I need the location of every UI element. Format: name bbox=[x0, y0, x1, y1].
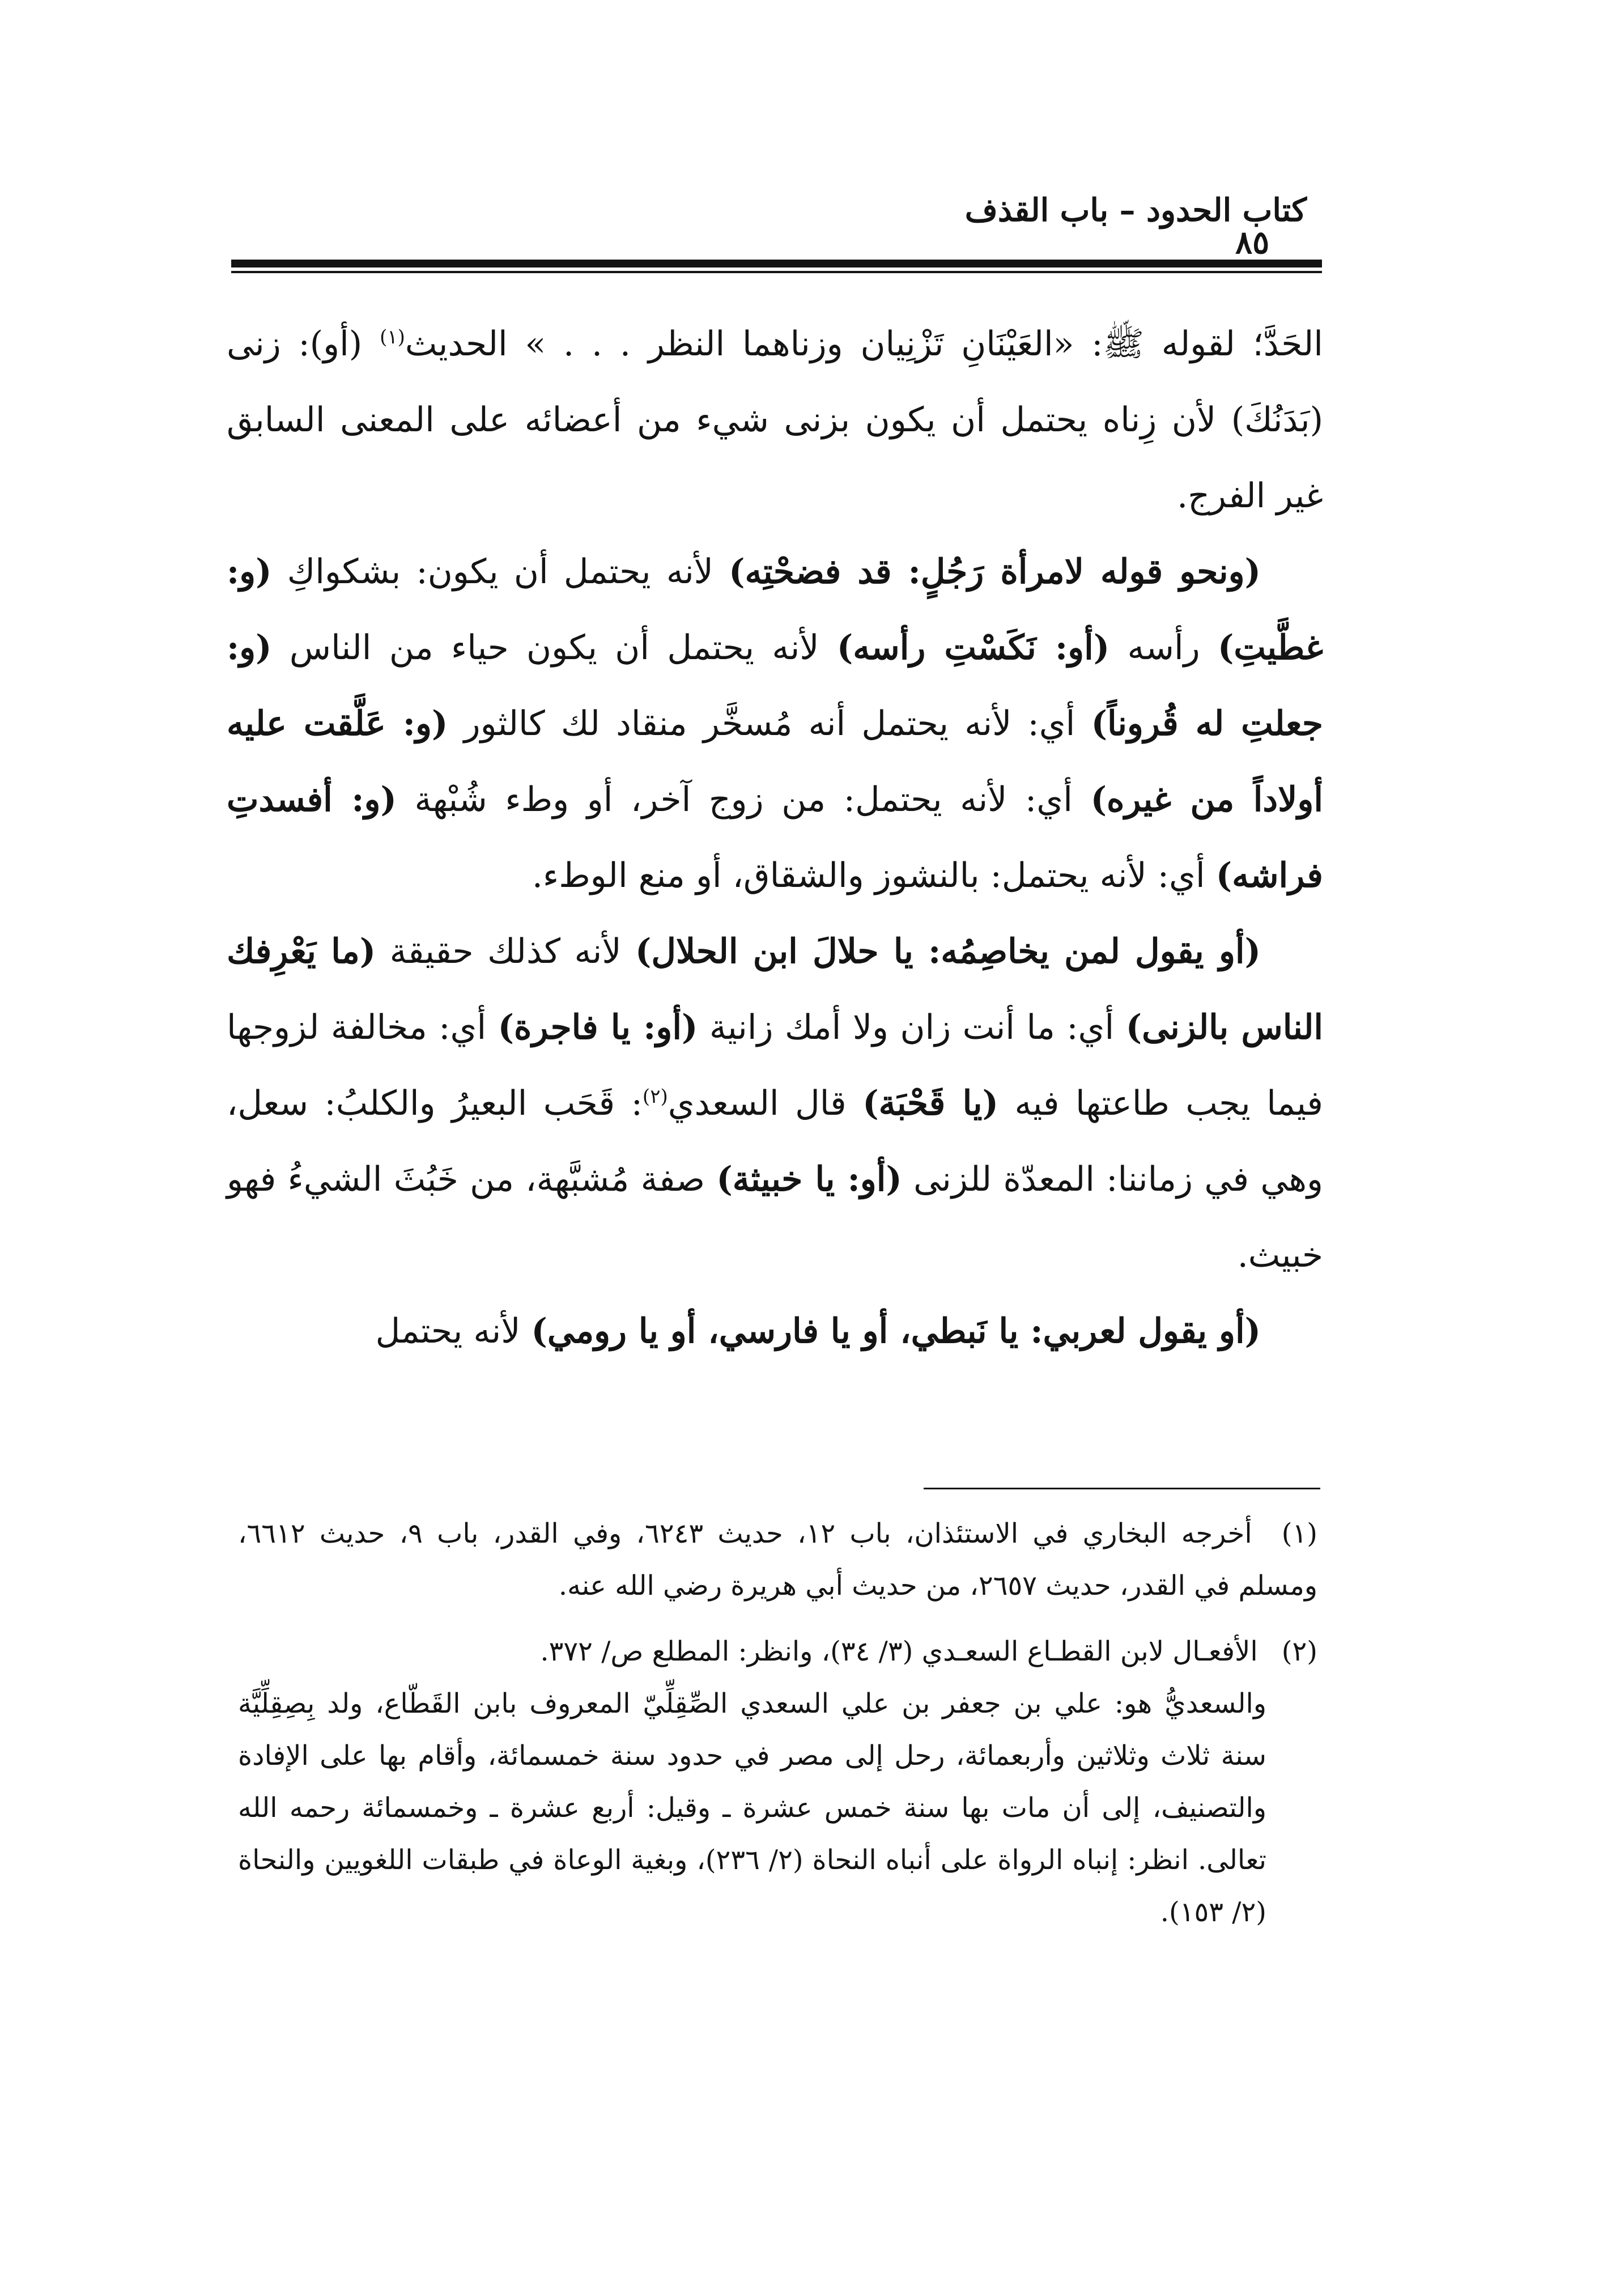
matn-run: (و: أفسدتِ فراشه) bbox=[227, 780, 1323, 895]
footnote-number: (١) bbox=[1281, 1518, 1317, 1549]
footnote-ref-2: (٢) bbox=[642, 1085, 668, 1108]
paragraph bbox=[227, 1293, 1323, 1369]
paragraph bbox=[227, 534, 1323, 914]
text-run: لأنه يحتمل أن يكون: بشكواكِ bbox=[271, 552, 729, 592]
text-run: أي: لأنه يحتمل أنه مُسخَّر منقاد لك كالثور bbox=[448, 704, 1091, 744]
footnotes bbox=[238, 1508, 1317, 1952]
matn-run: (أو: يا خبيثة) bbox=[716, 1160, 902, 1199]
footnote-continuation: والسعديُّ هو: علي بن جعفر بن علي السعدي الصِّقِلِّيّ المعروف بابن القَطّاع، ولد بِصِقِلِّيَّة سنة ثلاث وثلاثين وأربعمائة، رحل إلى مصر في حدود سنة خمسمائة، وأقام بها على الإفادة والتصنيف، إلى أن مات بها سنة خمس عشرة ـ وقيل: أربع عشرة ـ وخمسمائة رحمه الله تعالى. انظر: إنباه الرواة على أنباه النحاة (٢/ ٢٣٦)، وبغية الوعاة في طبقات اللغويين والنحاة (٢/ ١٥٣). bbox=[238, 1688, 1267, 1928]
matn-run: (أو: يا فاجرة) bbox=[498, 1008, 698, 1047]
footnote-number: (٢) bbox=[1281, 1636, 1317, 1667]
matn-run: (و: جعلتِ له قُروناً) bbox=[227, 628, 1323, 744]
text-run: أي: مخالفة لزوجها فيما يجب طاعتها فيه bbox=[227, 1008, 1323, 1123]
text-run: لأنه كذلك حقيقة bbox=[376, 932, 636, 971]
matn-run: (أو يقول لمن يخاصِمُه: يا حلالَ ابن الحلال) bbox=[635, 932, 1261, 971]
text-run: أي: لأنه يحتمل: من زوج آخر، أو وطء شُبْهة bbox=[396, 780, 1091, 819]
text-run: الحَدَّ؛ لقوله ﷺ: «العَيْنَانِ تَزْنِيان وزناهما النظر . . . » الحديث bbox=[405, 324, 1323, 364]
footnote-1 bbox=[238, 1508, 1317, 1612]
text-run: قال السعدي bbox=[668, 1084, 863, 1123]
matn-run: (يا قَحْبَة) bbox=[862, 1084, 998, 1123]
matn-run: (ونحو قوله لامرأة رَجُلٍ: قد فضحْتِه) bbox=[729, 552, 1261, 592]
main-text bbox=[227, 306, 1323, 1369]
text-run: : قَحَب البعيرُ والكلبُ: سعل، وهي في زماننا: المعدّة للزنى bbox=[227, 1084, 1323, 1199]
text-run: أي: ما أنت زان ولا أمك زانية bbox=[698, 1008, 1126, 1047]
text-run: (أو): زنى (بَدَنُكَ) لأن زِناه يحتمل أن يكون بزنى شيء من أعضائه على المعنى السابق غير الفرج. bbox=[227, 324, 1323, 516]
matn-run: (أو: نَكَسْتِ رأسه) bbox=[836, 628, 1110, 668]
footnote-text: الأفعـال لابن القطـاع السعـدي (٣/ ٣٤)، وانظر: المطلع ص/ ٣٧٢. bbox=[540, 1636, 1258, 1667]
header-rule bbox=[231, 260, 1322, 273]
text-run: لأنه يحتمل أن يكون حياء من الناس bbox=[271, 628, 837, 668]
paragraph bbox=[227, 914, 1323, 1293]
footnote-text: أخرجه البخاري في الاستئذان، باب ١٢، حديث ٦٢٤٣، وفي القدر، باب ٩، حديث ٦٦١٢، ومسلم في القدر، حديث ٢٦٥٧، من حديث أبي هريرة رضي الله عنه. bbox=[238, 1518, 1317, 1602]
running-title: كتاب الحدود – باب القذف bbox=[964, 192, 1307, 229]
footnote-2 bbox=[238, 1625, 1317, 1938]
text-run: صفة مُشبَّهة، من خَبُثَ الشيءُ فهو خبيث. bbox=[227, 1160, 1323, 1275]
matn-run: (و: عَلَّقت عليه أولاداً من غيره) bbox=[227, 704, 1323, 819]
matn-run: (و: غطَّيتِ) bbox=[227, 552, 1323, 668]
text-run: لأنه يحتمل bbox=[375, 1311, 532, 1351]
text-run: أي: لأنه يحتمل: بالنشوز والشقاق، أو منع الوطء. bbox=[532, 856, 1216, 895]
page-number: ٨٥ bbox=[1235, 224, 1270, 261]
matn-run: (ما يَعْرِفك الناس بالزنى) bbox=[227, 932, 1324, 1047]
footnote-separator bbox=[924, 1488, 1320, 1489]
text-run: رأسه bbox=[1109, 628, 1218, 668]
matn-run: (أو يقول لعربي: يا نَبطي، أو يا فارسي، أو يا رومي) bbox=[531, 1311, 1261, 1351]
paragraph bbox=[227, 306, 1323, 534]
footnote-ref-1: (١) bbox=[380, 326, 405, 349]
